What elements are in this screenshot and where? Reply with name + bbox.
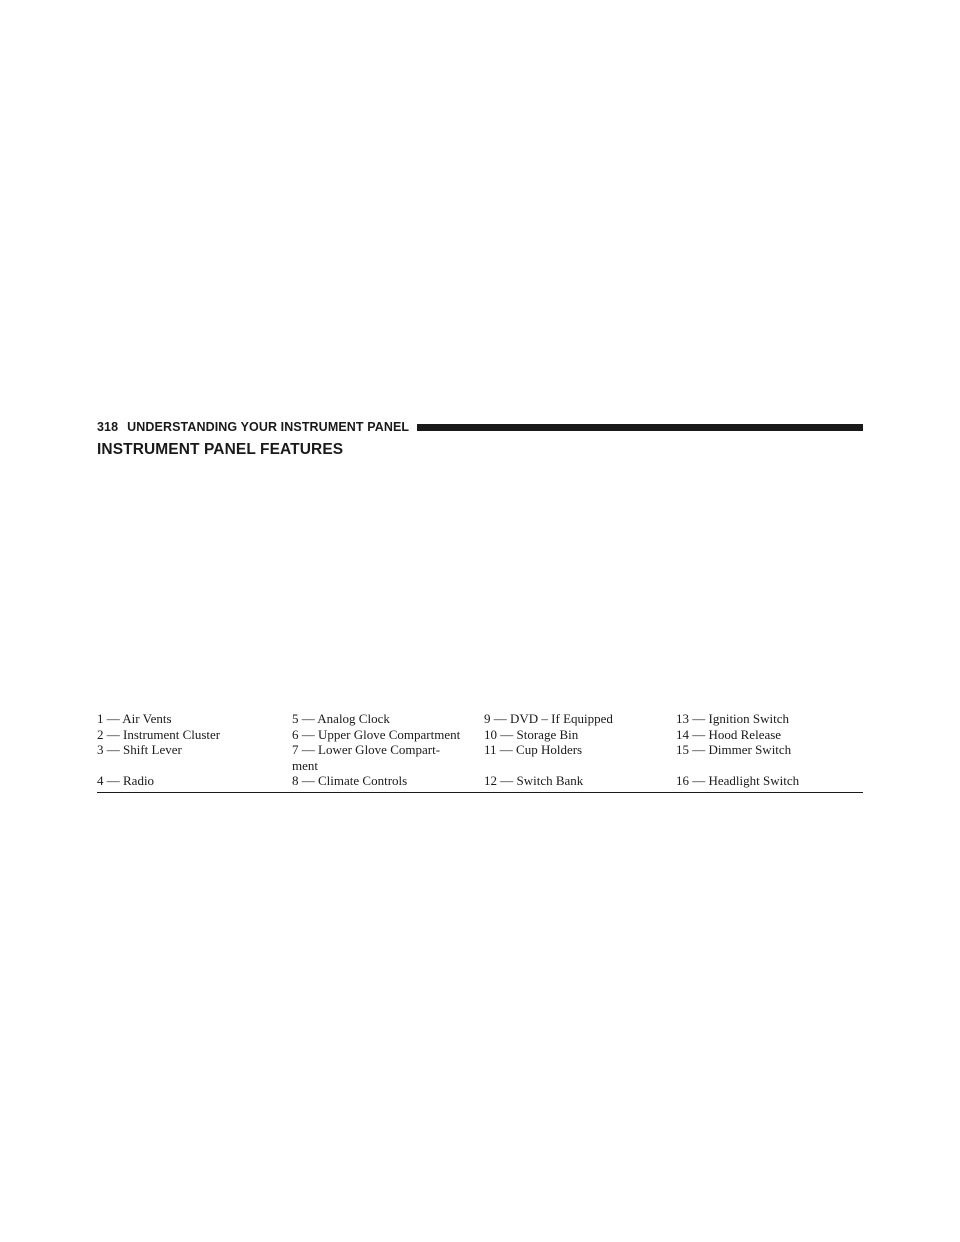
legend-item: 4 — Radio: [97, 773, 155, 789]
legend-item: 9 — DVD – If Equipped: [484, 711, 613, 726]
legend-item: 12 — Switch Bank: [484, 773, 584, 789]
header-rule-bar: [417, 424, 863, 431]
page-number: 318: [97, 420, 119, 434]
legend-item: 16 — Headlight Switch: [676, 773, 800, 789]
legend-item: 2 — Instrument Cluster: [97, 726, 221, 742]
section-title: INSTRUMENT PANEL FEATURES: [97, 441, 344, 458]
legend-item: 13 — Ignition Switch: [676, 711, 790, 726]
legend-item: 7 — Lower Glove Compart- ment: [292, 742, 441, 773]
legend-item: 3 — Shift Lever: [97, 742, 182, 758]
legend-item: 10 — Storage Bin: [484, 726, 579, 742]
page-header: [97, 418, 863, 436]
legend-item: 5 — Analog Clock: [292, 711, 390, 726]
legend-item: 15 — Dimmer Switch: [676, 742, 792, 758]
legend-item: 11 — Cup Holders: [484, 742, 583, 758]
legend-item: 1 — Air Vents: [97, 711, 172, 726]
running-header-section: UNDERSTANDING YOUR INSTRUMENT PANEL: [127, 420, 410, 434]
legend-item: 6 — Upper Glove Compartment: [292, 726, 461, 742]
instrument-panel-legend: [97, 711, 863, 793]
legend-item: 8 — Climate Controls: [292, 773, 408, 789]
legend-item: 14 — Hood Release: [676, 726, 782, 742]
